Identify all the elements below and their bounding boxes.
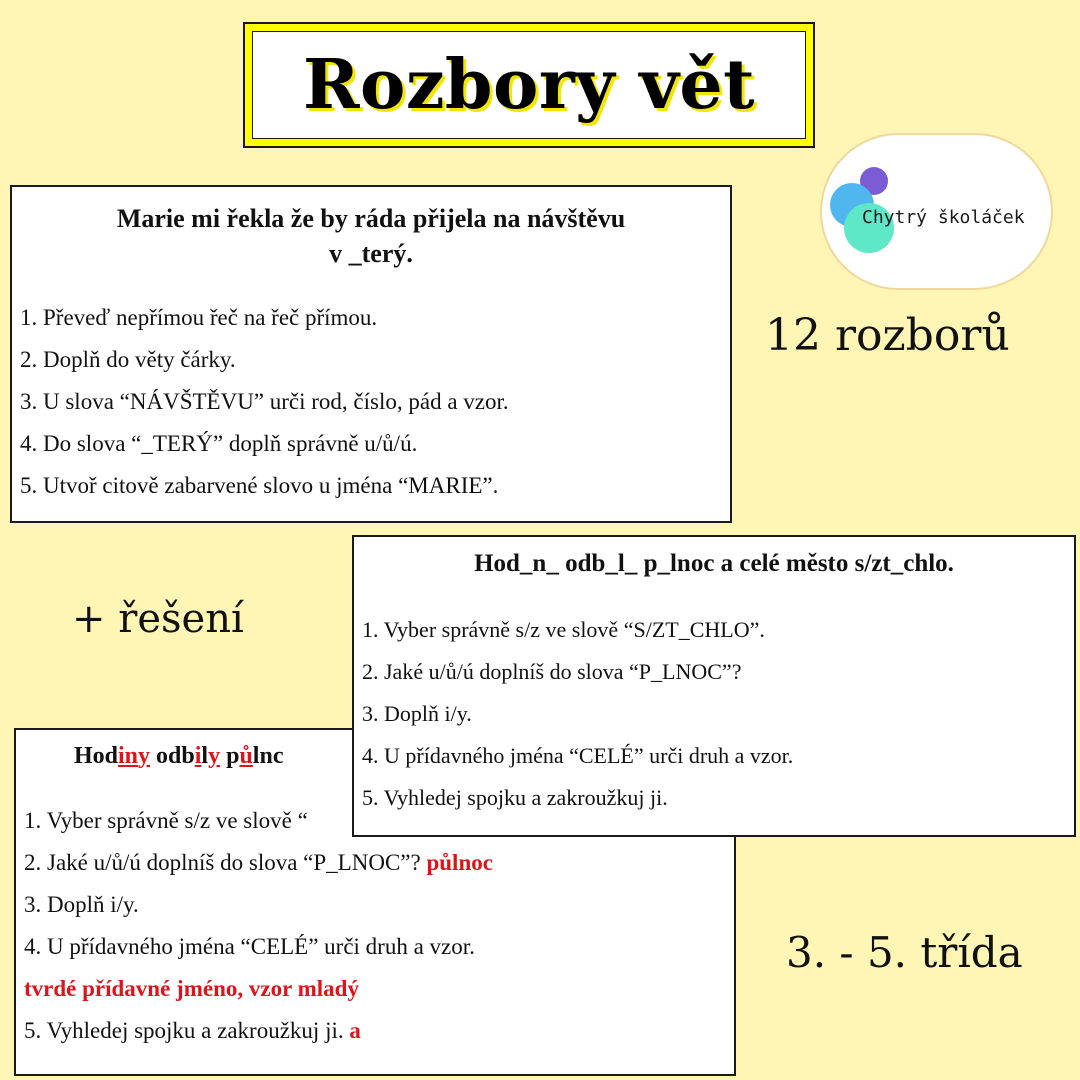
exercise-sentence: Hod_n_ odb_l_ p_lnoc a celé město s/zt_chlo. — [474, 550, 954, 577]
solution-list — [16, 800, 734, 1052]
task-item: 4. U přídavného jména “CELÉ” urči druh a vzor. — [24, 934, 475, 960]
task-list — [12, 297, 730, 507]
task-item: 3. Doplň i/y. — [362, 700, 472, 726]
title-banner — [243, 22, 815, 148]
task-item: 5. Vyhledej spojku a zakroužkuj ji. — [362, 784, 668, 810]
task-item: 2. Doplň do věty čárky. — [20, 347, 236, 373]
sentence-line-1: Marie mi řekla že by ráda přijela na návštěvu — [116, 204, 626, 233]
sentence-line-2: v _terý. — [329, 239, 413, 269]
task-item: 1. Převeď nepřímou řeč na řeč přímou. — [20, 305, 378, 331]
task-item — [24, 1010, 734, 1052]
task-item: 2. Jaké u/ů/ú doplníš do slova “P_LNOC”? — [362, 658, 742, 684]
title-part: l — [201, 743, 209, 769]
title-answer: in — [118, 743, 139, 769]
task-text: 5. Vyhledej spojku a zakroužkuj ji. — [24, 1018, 344, 1044]
title-part: lnc — [252, 743, 284, 769]
task-item: 4. Do slova “_TERÝ” doplň správně u/ů/ú. — [20, 431, 418, 457]
title-answer: ů — [239, 743, 253, 769]
task-item: 1. Vyber správně s/z ve slově “S/ZT_CHLO”. — [362, 616, 765, 642]
task-item: 3. Doplň i/y. — [24, 892, 139, 918]
exercise-sentence — [12, 201, 730, 271]
task-item: 3. U slova “NÁVŠTĚVU” urči rod, číslo, pád a vzor. — [20, 389, 509, 415]
logo-text: Chytrý školáček — [862, 207, 1025, 228]
logo-badge — [820, 133, 1053, 290]
task-text: 2. Jaké u/ů/ú doplníš do slova “P_LNOC”? — [24, 850, 421, 876]
title-answer: y — [138, 743, 151, 769]
exercise-card-2 — [352, 535, 1076, 837]
task-item: 5. Utvoř citově zabarvené slovo u jména “MARIE”. — [20, 473, 499, 499]
title-answer: i — [194, 743, 202, 769]
task-list — [354, 609, 1074, 819]
title-answer: y — [208, 743, 221, 769]
page-title: Rozbory vět — [302, 45, 756, 125]
grades-label: 3. - 5. třída — [786, 928, 1023, 977]
title-inner — [252, 31, 806, 139]
title-part: Hod — [74, 743, 119, 769]
task-answer: půlnoc — [426, 850, 493, 876]
title-part: odb — [150, 743, 195, 769]
task-answer: a — [349, 1018, 361, 1044]
exercise-card-1 — [10, 185, 732, 523]
task-item: 4. U přídavného jména “CELÉ” urči druh a vzor. — [362, 742, 794, 768]
title-part: p — [220, 743, 240, 769]
task-answer-line: tvrdé přídavné jméno, vzor mladý — [24, 976, 359, 1002]
count-label: 12 rozborů — [765, 310, 1010, 361]
solutions-label: + řešení — [72, 596, 244, 642]
task-item — [24, 842, 734, 884]
task-item: 1. Vyber správně s/z ve slově “ — [24, 808, 308, 834]
